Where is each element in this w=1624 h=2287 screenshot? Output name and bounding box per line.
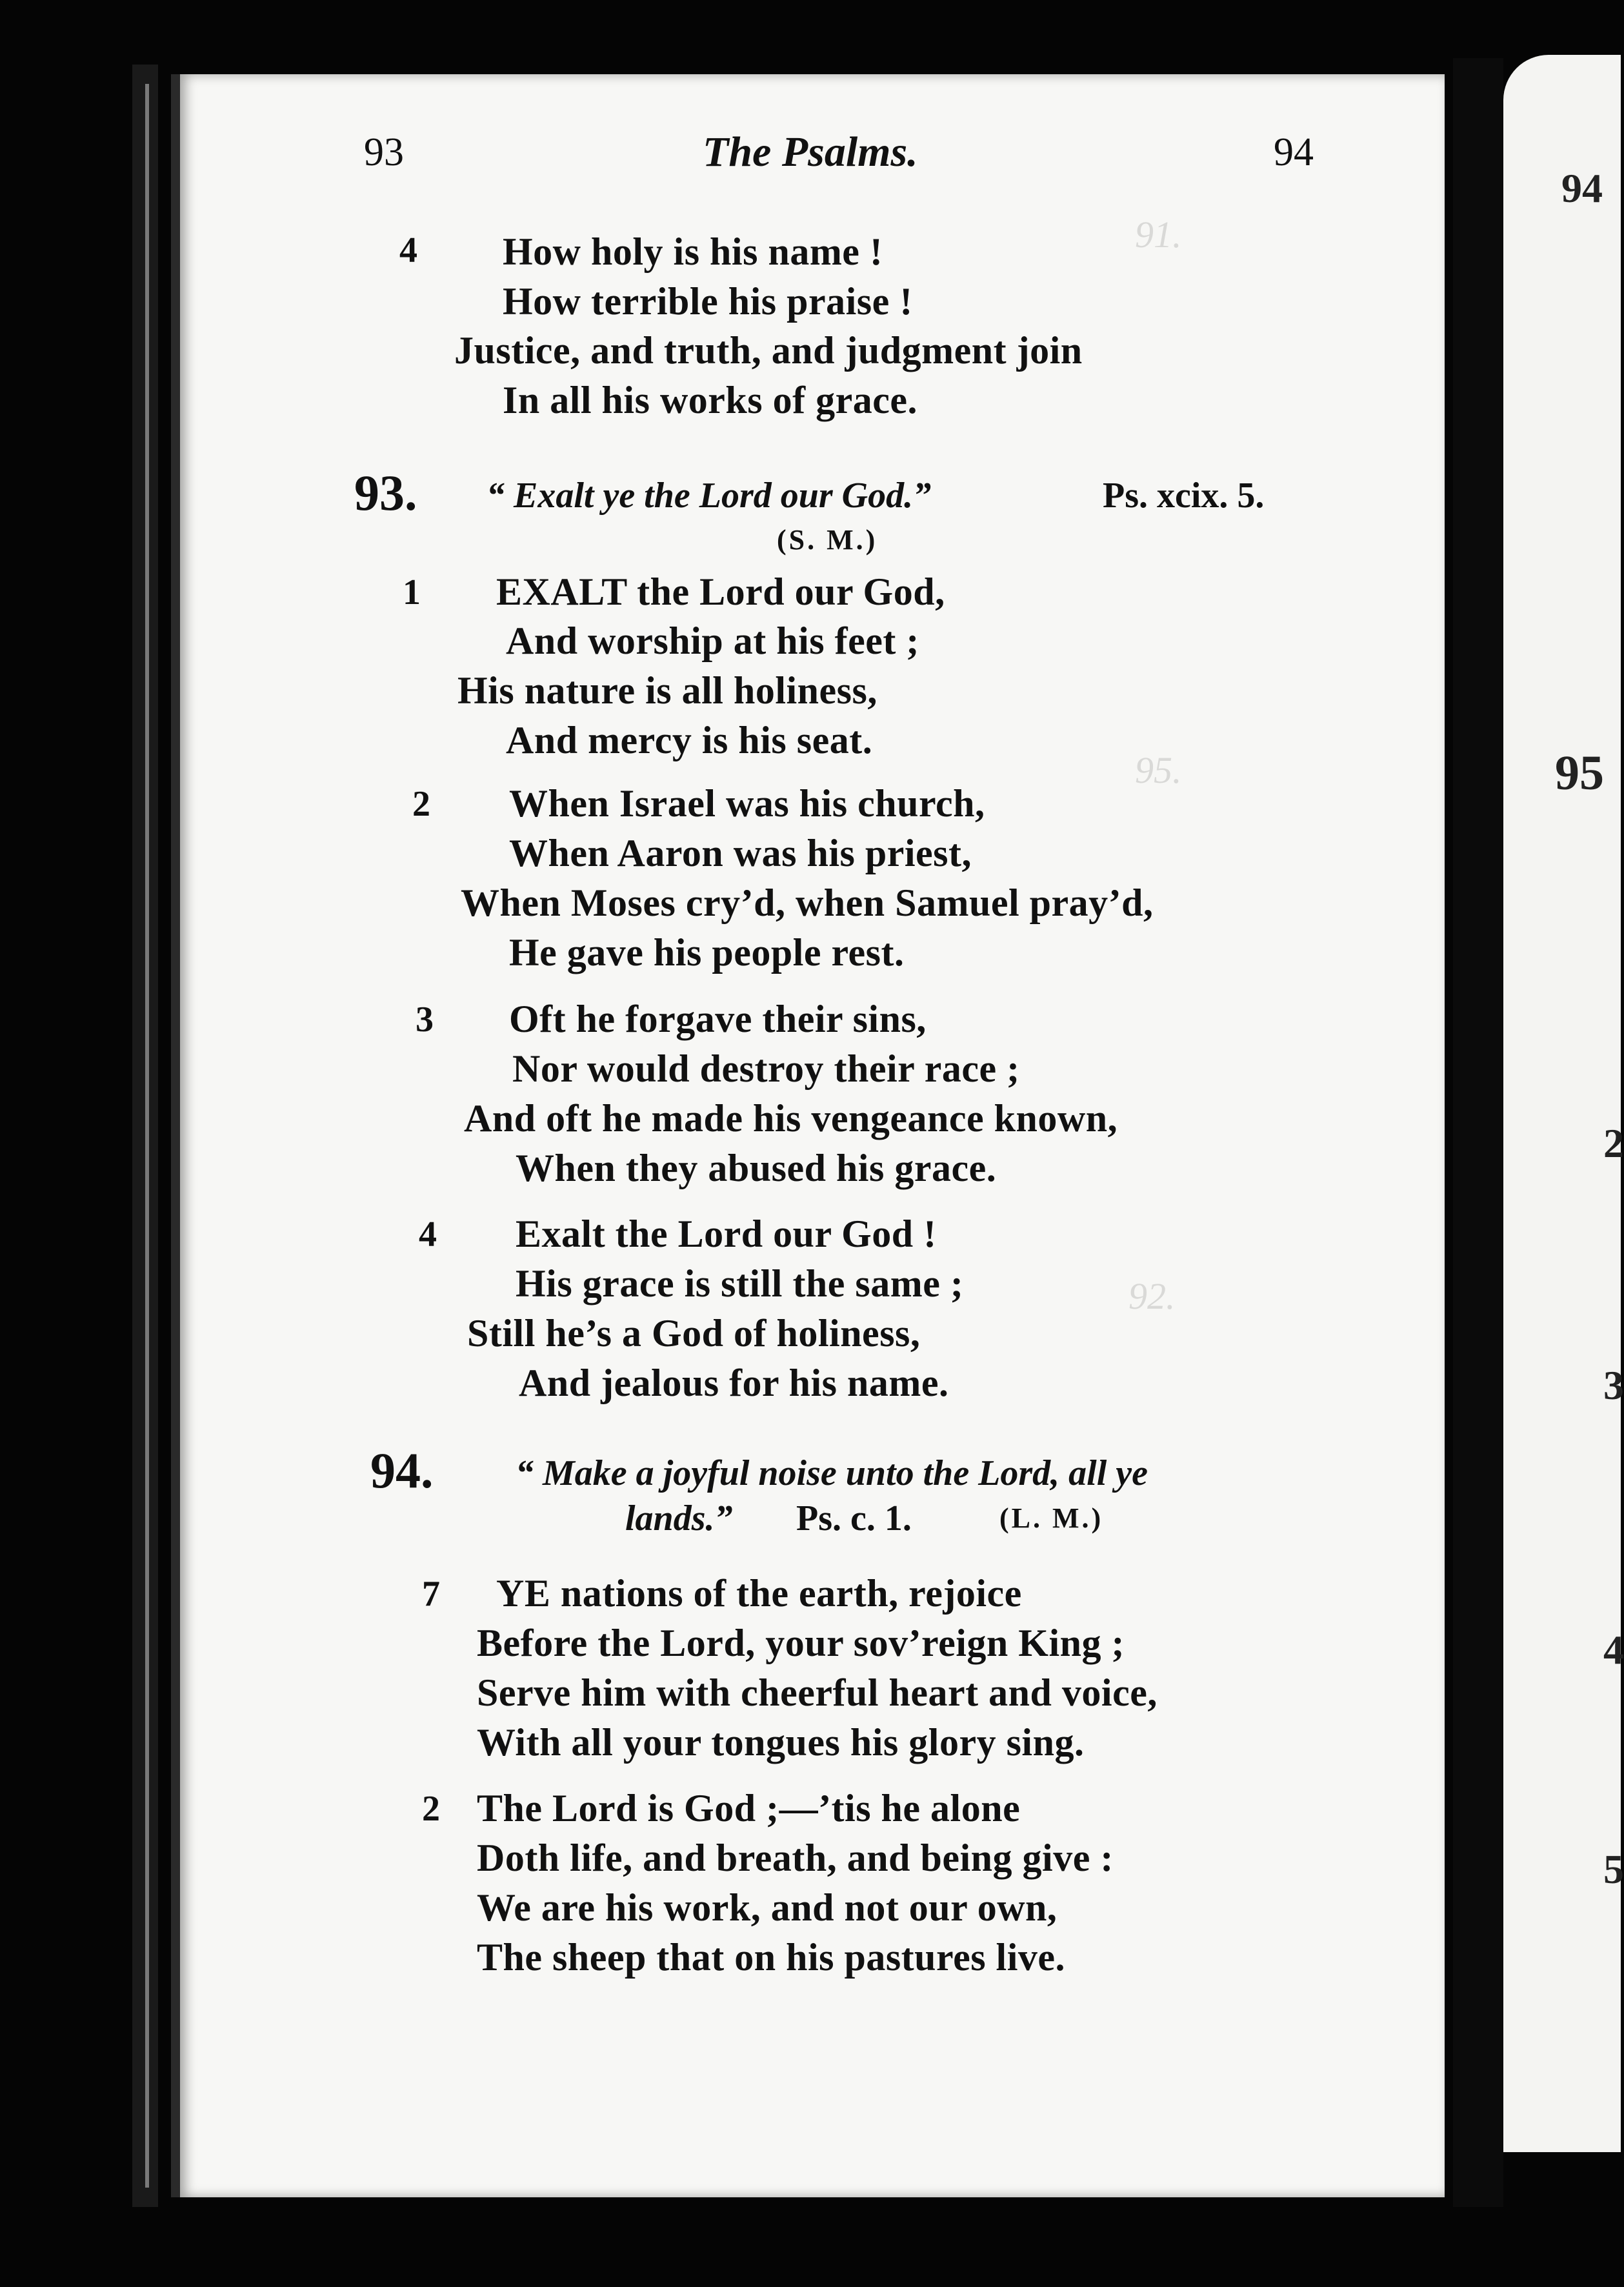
verse-line: Doth life, and breath, and being give : bbox=[477, 1837, 1114, 1879]
verse-line: Serve him with cheerful heart and voice, bbox=[477, 1671, 1158, 1714]
psalm-heading-reference: Ps. xcix. 5. bbox=[1103, 476, 1265, 516]
verse-line: When Israel was his church, bbox=[509, 782, 985, 825]
page-number-left: 93 bbox=[364, 130, 404, 174]
verse-line: With all your tongues his glory sing. bbox=[477, 1721, 1085, 1764]
gutter-shadow bbox=[1453, 58, 1503, 2207]
verse-line: Still he’s a God of holiness, bbox=[467, 1312, 921, 1355]
stanza-number: 4 bbox=[419, 1214, 437, 1254]
psalm-number: 94. bbox=[370, 1442, 434, 1498]
stanza-number: 2 bbox=[422, 1789, 440, 1829]
page-number-right: 94 bbox=[1274, 130, 1314, 174]
verse-line: The Lord is God ;—’tis he alone bbox=[477, 1787, 1021, 1829]
verse-line: How holy is his name ! bbox=[503, 230, 883, 273]
verse-line: Justice, and truth, and judgment join bbox=[454, 329, 1083, 372]
verse-line: Nor would destroy their race ; bbox=[512, 1047, 1020, 1090]
facing-margin-number: 5 bbox=[1603, 1846, 1624, 1892]
bleed-through-mark: 95. bbox=[1135, 749, 1182, 791]
verse-line: EXALT the Lord our God, bbox=[496, 570, 945, 613]
verse-line: Oft he forgave their sins, bbox=[509, 998, 927, 1040]
verse-line: And jealous for his name. bbox=[519, 1362, 949, 1404]
verse-line: Before the Lord, your sov’reign King ; bbox=[477, 1622, 1125, 1664]
facing-page-number: 94 bbox=[1561, 165, 1603, 211]
psalm-number: 93. bbox=[354, 465, 417, 521]
psalm-meter: (L. M.) bbox=[999, 1502, 1104, 1534]
verse-line: And mercy is his seat. bbox=[506, 719, 873, 761]
verse-line: Exalt the Lord our God ! bbox=[516, 1213, 937, 1255]
facing-margin-number: 2 bbox=[1603, 1120, 1624, 1166]
verse-line: His grace is still the same ; bbox=[516, 1262, 964, 1305]
psalm-heading-reference: Ps. c. 1. bbox=[796, 1498, 912, 1538]
verse-line: When Aaron was his priest, bbox=[509, 832, 972, 874]
verse-line: In all his works of grace. bbox=[503, 379, 917, 421]
psalm-meter: (S. M.) bbox=[777, 524, 878, 556]
verse-line: He gave his people rest. bbox=[509, 931, 905, 974]
verse-line: When Moses cry’d, when Samuel pray’d, bbox=[461, 882, 1154, 924]
verse-line: How terrible his praise ! bbox=[503, 280, 913, 323]
stanza-number: 4 bbox=[399, 230, 417, 270]
verse-line: YE nations of the earth, rejoice bbox=[496, 1572, 1022, 1615]
psalm-heading-quote: “ Make a joyful noise unto the Lord, all ye bbox=[516, 1453, 1148, 1493]
bleed-through-mark: 92. bbox=[1128, 1275, 1176, 1317]
verse-line: And worship at his feet ; bbox=[506, 620, 919, 662]
facing-page bbox=[1503, 55, 1624, 2152]
verse-line: The sheep that on his pastures live. bbox=[477, 1936, 1066, 1979]
verse-line: And oft he made his vengeance known, bbox=[464, 1097, 1118, 1140]
facing-margin-number: 4 bbox=[1603, 1627, 1624, 1673]
stanza-number: 1 bbox=[403, 572, 421, 612]
verse-line: His nature is all holiness, bbox=[457, 669, 877, 712]
psalm-heading-quote-cont: lands.” bbox=[625, 1498, 733, 1538]
verse-line: When they abused his grace. bbox=[516, 1147, 997, 1189]
stanza-number: 3 bbox=[416, 1000, 434, 1040]
verse-line: We are his work, and not our own, bbox=[477, 1886, 1058, 1929]
book-page bbox=[171, 74, 1445, 2197]
stanza-number: 7 bbox=[422, 1574, 440, 1614]
facing-margin-number: 3 bbox=[1603, 1362, 1624, 1408]
spine-edge bbox=[145, 84, 149, 2188]
facing-margin-number: 95 bbox=[1555, 746, 1604, 800]
stanza-number: 2 bbox=[412, 784, 430, 824]
running-title: The Psalms. bbox=[703, 128, 918, 176]
bleed-through-mark: 91. bbox=[1135, 214, 1182, 256]
psalm-heading-quote: “ Exalt ye the Lord our God.” bbox=[486, 476, 932, 516]
